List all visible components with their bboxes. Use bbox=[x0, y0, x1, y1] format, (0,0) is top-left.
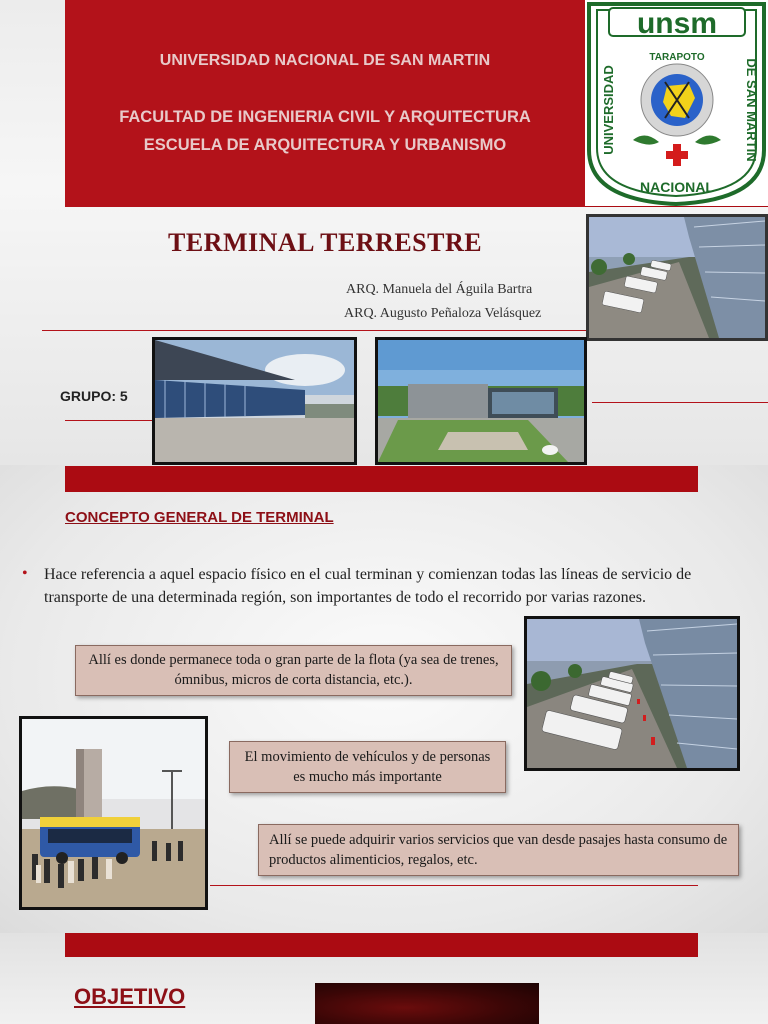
university-name: UNIVERSIDAD NACIONAL DE SAN MARTIN bbox=[159, 52, 491, 69]
university-logo bbox=[585, 0, 768, 207]
divider-line-right bbox=[592, 402, 768, 403]
presentation-title: TERMINAL TERRESTRE bbox=[168, 228, 483, 257]
svg-text:NACIONAL: NACIONAL bbox=[640, 179, 714, 195]
author-1: ARQ. Manuela del Águila Bartra bbox=[346, 282, 533, 297]
station-photo bbox=[152, 337, 357, 465]
terminal-render-image bbox=[586, 214, 768, 341]
logo-acronym: unsm bbox=[636, 7, 718, 40]
logo-city: TARAPOTO bbox=[649, 52, 705, 63]
school-name: ESCUELA DE ARQUITECTURA Y URBANISMO bbox=[143, 136, 507, 154]
group-label: GRUPO: 5 bbox=[60, 388, 128, 404]
building-render-image bbox=[375, 337, 587, 465]
slide1-footer-band bbox=[65, 466, 698, 492]
svg-text:UNIVERSIDAD: UNIVERSIDAD bbox=[601, 65, 616, 155]
divider-line bbox=[42, 330, 587, 331]
concept-bullet-text: Hace referencia a aquel espacio físico en el cual terminan y comienzan todas las líneas de servicio de transporte de una determinada región, son importantes de todo el recorrido por varias razones. bbox=[44, 566, 692, 606]
info-box-fleet: Allí es donde permanece toda o gran parte de la flota (ya sea de trenes, ómnibus, micros de corta distancia, etc.). bbox=[75, 645, 512, 696]
objective-heading: OBJETIVO bbox=[74, 984, 186, 1009]
author-2: ARQ. Augusto Peñaloza Velásquez bbox=[344, 306, 542, 321]
info-box-movement: El movimiento de vehículos y de personas es mucho más importante bbox=[229, 741, 506, 793]
info-box-services: Allí se puede adquirir varios servicios que van desde pasajes hasta consumo de productos alimenticios, regalos, etc. bbox=[258, 824, 739, 876]
bullet-marker: • bbox=[22, 565, 28, 582]
slide2-divider bbox=[210, 885, 698, 886]
bus-terminal-image bbox=[524, 616, 740, 771]
concept-heading: CONCEPTO GENERAL DE TERMINAL bbox=[65, 509, 334, 526]
objective-image bbox=[315, 983, 539, 1024]
title-red-block bbox=[65, 0, 585, 207]
svg-text:DE SAN MARTIN: DE SAN MARTIN bbox=[744, 58, 759, 162]
slide2-footer-band bbox=[65, 933, 698, 957]
bus-station-photo bbox=[19, 716, 208, 910]
divider-line-left bbox=[65, 420, 152, 421]
logo-underline bbox=[585, 206, 768, 207]
faculty-name: FACULTAD DE INGENIERIA CIVIL Y ARQUITECTURA bbox=[119, 108, 531, 126]
